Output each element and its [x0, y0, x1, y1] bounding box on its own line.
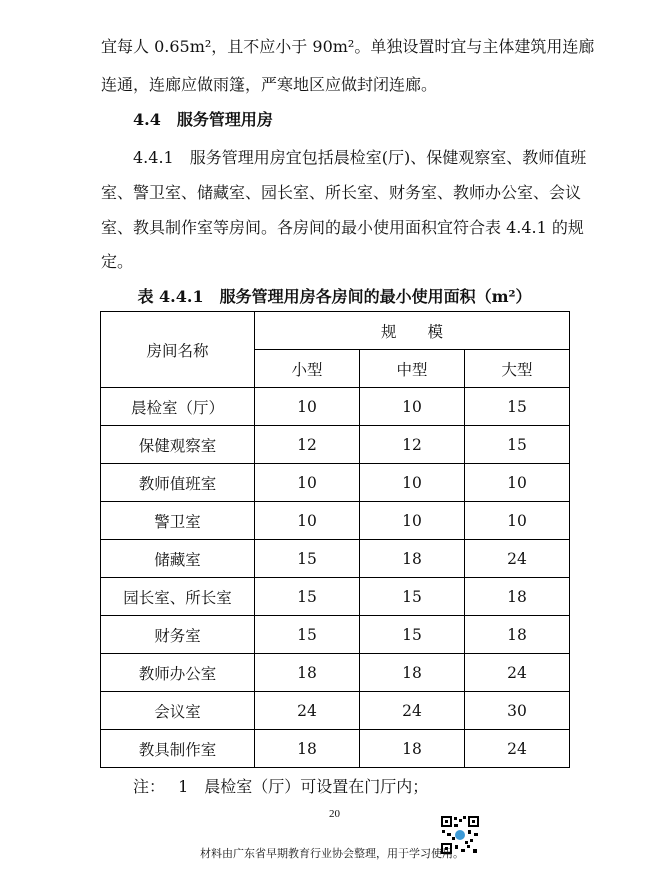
- cell-large: 24: [465, 654, 570, 692]
- cell-large: 18: [465, 616, 570, 654]
- table-row: [101, 616, 570, 654]
- header-medium: 中型: [360, 350, 465, 388]
- section-heading: 4.4 服务管理用房: [133, 110, 273, 129]
- footer-note: 材料由广东省早期教育行业协会整理，用于学习使用。: [200, 847, 464, 860]
- cell-small: 18: [255, 654, 360, 692]
- cell-room-name: 保健观察室: [101, 426, 255, 464]
- table-header-row: [101, 312, 570, 350]
- cell-room-name: 教师值班室: [101, 464, 255, 502]
- cell-large: 24: [465, 730, 570, 768]
- cell-room-name: 财务室: [101, 616, 255, 654]
- cell-small: 10: [255, 464, 360, 502]
- cell-small: 10: [255, 502, 360, 540]
- cell-medium: 24: [360, 692, 465, 730]
- cell-medium: 10: [360, 502, 465, 540]
- table-row: [101, 692, 570, 730]
- cell-small: 10: [255, 388, 360, 426]
- cell-room-name: 教师办公室: [101, 654, 255, 692]
- cell-small: 24: [255, 692, 360, 730]
- cell-small: 18: [255, 730, 360, 768]
- table-row: [101, 654, 570, 692]
- cell-small: 12: [255, 426, 360, 464]
- paragraph-line: 宜每人 0.65m²，且不应小于 90m²。单独设置时宜与主体建筑用连廊: [101, 37, 595, 56]
- cell-medium: 12: [360, 426, 465, 464]
- cell-medium: 18: [360, 730, 465, 768]
- cell-large: 30: [465, 692, 570, 730]
- cell-large: 10: [465, 502, 570, 540]
- cell-large: 15: [465, 388, 570, 426]
- cell-room-name: 警卫室: [101, 502, 255, 540]
- cell-room-name: 会议室: [101, 692, 255, 730]
- table-row: [101, 464, 570, 502]
- paragraph-line: 连通，连廊应做雨篷，严寒地区应做封闭连廊。: [101, 75, 438, 94]
- cell-medium: 15: [360, 616, 465, 654]
- cell-small: 15: [255, 616, 360, 654]
- cell-room-name: 园长室、所长室: [101, 578, 255, 616]
- header-small: 小型: [255, 350, 360, 388]
- clause-line: 定。: [101, 252, 134, 271]
- cell-room-name: 储藏室: [101, 540, 255, 578]
- cell-medium: 15: [360, 578, 465, 616]
- cell-small: 15: [255, 540, 360, 578]
- cell-medium: 18: [360, 540, 465, 578]
- table-row: [101, 388, 570, 426]
- cell-large: 15: [465, 426, 570, 464]
- header-large: 大型: [465, 350, 570, 388]
- table-row: [101, 426, 570, 464]
- cell-large: 24: [465, 540, 570, 578]
- cell-medium: 10: [360, 388, 465, 426]
- header-scale: 规 模: [255, 312, 570, 350]
- clause-line: 室、教具制作室等房间。各房间的最小使用面积宜符合表 4.4.1 的规: [101, 218, 584, 237]
- cell-medium: 18: [360, 654, 465, 692]
- cell-small: 15: [255, 578, 360, 616]
- cell-room-name: 教具制作室: [101, 730, 255, 768]
- page-number: 20: [329, 808, 340, 820]
- cell-room-name: 晨检室（厅）: [101, 388, 255, 426]
- clause-line: 室、警卫室、储藏室、园长室、所长室、财务室、教师办公室、会议: [101, 183, 582, 202]
- cell-large: 18: [465, 578, 570, 616]
- table-row: [101, 540, 570, 578]
- table-row: [101, 578, 570, 616]
- area-table: [100, 311, 570, 768]
- cell-large: 10: [465, 464, 570, 502]
- table-row: [101, 502, 570, 540]
- table-caption: 表 4.4.1 服务管理用房各房间的最小使用面积（m²）: [137, 287, 532, 306]
- clause-line: 4.4.1 服务管理用房宜包括晨检室(厅)、保健观察室、教师值班: [133, 148, 587, 167]
- table-row: [101, 730, 570, 768]
- header-room-name: 房间名称: [101, 312, 255, 388]
- table-note: 注： 1 晨检室（厅）可设置在门厅内；: [133, 777, 429, 796]
- cell-medium: 10: [360, 464, 465, 502]
